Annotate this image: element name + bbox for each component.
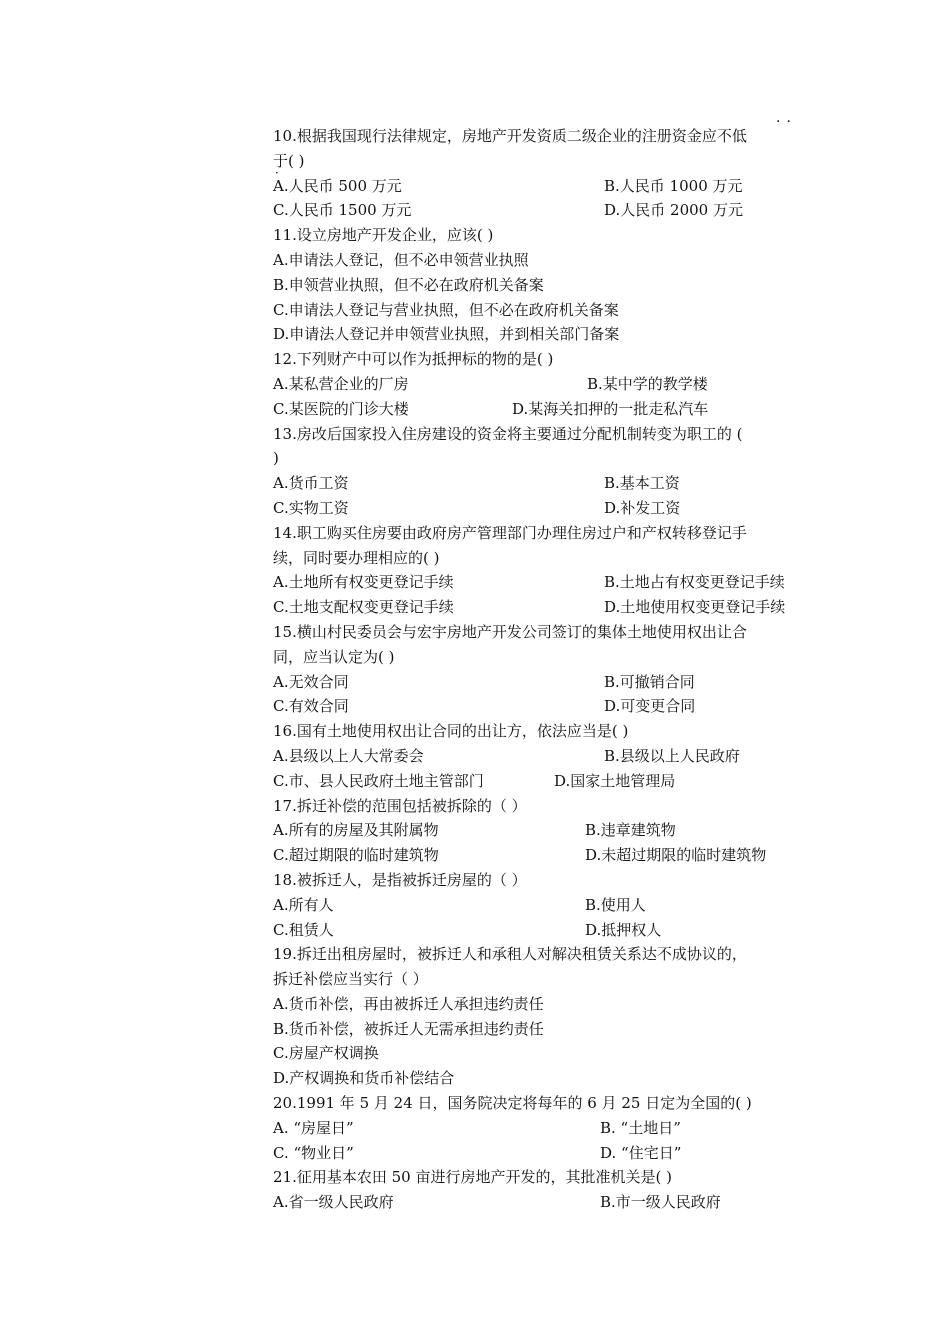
q16-option-b: B.县级以上人民政府 xyxy=(604,746,740,765)
q14-option-c: C.土地支配权变更登记手续 xyxy=(273,598,454,617)
q17-option-b: B.违章建筑物 xyxy=(585,821,676,840)
q17-option-d: D.未超过期限的临时建筑物 xyxy=(585,846,767,865)
q18-option-a: A.所有人 xyxy=(273,895,334,914)
q17-option-a: A.所有的房屋及其附属物 xyxy=(273,821,439,840)
q20-stem: 20.1991 年 5 月 24 日，国务院决定将每年的 6 月 25 日定为全国的( ) xyxy=(273,1094,752,1113)
q10-stem-text: 10.根据我国现行法律规定，房地产开发资质二级企业的注册资金应不低 xyxy=(273,127,747,145)
q18-options-ab xyxy=(273,893,813,918)
q13-options-ab xyxy=(273,471,813,496)
q14-stem-line1: 14.职工购买住房要由政府房产管理部门办理住房过户和产权转移登记手 xyxy=(273,523,747,542)
q10-options-ab xyxy=(273,174,813,199)
q20-options-ab xyxy=(273,1116,813,1141)
q18-options-cd xyxy=(273,918,813,943)
q20-option-d: D. “住宅日” xyxy=(600,1143,682,1162)
q17-options-ab xyxy=(273,818,813,843)
q14-option-d: D.土地使用权变更登记手续 xyxy=(604,598,786,617)
q19-option-d: D.产权调换和货币补偿结合 xyxy=(273,1069,455,1088)
q13-stem-line1: 13.房改后国家投入住房建设的资金将主要通过分配机制转变为职工的 ( xyxy=(273,424,743,443)
q20-options-cd xyxy=(273,1141,813,1166)
q16-options-ab xyxy=(273,744,813,769)
q18-option-d: D.抵押权人 xyxy=(585,920,662,939)
q14-option-a: A.土地所有权变更登记手续 xyxy=(273,573,454,592)
q12-option-a: A.某私营企业的厂房 xyxy=(273,374,409,393)
q13-option-b: B.基本工资 xyxy=(604,474,680,493)
q19-option-a: A.货币补偿，再由被拆迁人承担违约责任 xyxy=(273,994,544,1013)
q19-option-c: C.房屋产权调换 xyxy=(273,1044,379,1063)
q21-option-b: B.市一级人民政府 xyxy=(600,1193,721,1212)
q13-options-cd xyxy=(273,496,813,521)
q15-option-a: A.无效合同 xyxy=(273,672,349,691)
q14-options-ab xyxy=(273,570,813,595)
q20-option-a: A. “房屋日” xyxy=(273,1118,354,1137)
q17-option-c: C.超过期限的临时建筑物 xyxy=(273,846,439,865)
q11-option-a: A.申请法人登记，但不必申领营业执照 xyxy=(273,250,529,269)
q10-option-b: B.人民币 1000 万元 xyxy=(604,176,743,195)
emphasis-dots: ·· xyxy=(776,114,797,130)
q11-stem: 11.设立房地产开发企业，应该( ) xyxy=(273,226,494,245)
q10-option-d: D.人民币 2000 万元 xyxy=(604,201,743,220)
q10-option-a: A.人民币 500 万元 xyxy=(273,176,402,195)
q18-option-b: B.使用人 xyxy=(585,895,646,914)
q14-stem-line2: 续，同时要办理相应的( ) xyxy=(273,548,440,567)
q17-stem: 17.拆迁补偿的范围包括被拆除的（ ） xyxy=(273,796,527,815)
q19-stem-line1: 19.拆迁出租房屋时，被拆迁人和承租人对解决租赁关系达不成协议的， xyxy=(273,945,747,964)
q17-options-cd xyxy=(273,843,813,868)
q14-options-cd xyxy=(273,595,813,620)
q15-option-c: C.有效合同 xyxy=(273,697,349,716)
q18-option-c: C.租赁人 xyxy=(273,920,334,939)
q11-option-b: B.申领营业执照，但不必在政府机关备案 xyxy=(273,275,544,294)
q15-stem-line2: 同，应当认定为( ) xyxy=(273,647,395,666)
q21-stem: 21.征用基本农田 50 亩进行房地产开发的，其批准机关是( ) xyxy=(273,1168,672,1187)
q13-stem-line2: ) xyxy=(273,449,279,468)
q13-option-a: A.货币工资 xyxy=(273,474,349,493)
q14-option-b: B.土地占有权变更登记手续 xyxy=(604,573,785,592)
q15-options-cd xyxy=(273,694,813,719)
q15-options-ab xyxy=(273,670,813,695)
q16-option-a: A.县级以上人大常委会 xyxy=(273,746,424,765)
q12-options-cd xyxy=(273,397,813,422)
q11-option-d: D.申请法人登记并申领营业执照，并到相关部门备案 xyxy=(273,325,620,344)
q15-option-b: B.可撤销合同 xyxy=(604,672,695,691)
q16-stem: 16.国有土地使用权出让合同的出让方，依法应当是( ) xyxy=(273,722,629,741)
q10-stem-text-2: 于( ) xyxy=(273,151,305,170)
q19-stem-line2: 拆迁补偿应当实行（ ） xyxy=(273,970,428,989)
q12-option-b: B.某中学的教学楼 xyxy=(587,374,708,393)
q10-stem-line2 xyxy=(273,149,813,180)
q13-option-c: C.实物工资 xyxy=(273,498,349,517)
q12-stem: 12.下列财产中可以作为抵押标的物的是( ) xyxy=(273,350,554,369)
q12-options-ab xyxy=(273,372,813,397)
q16-option-d: D.国家土地管理局 xyxy=(554,771,676,790)
document-page xyxy=(273,114,813,1215)
q12-option-c: C.某医院的门诊大楼 xyxy=(273,399,409,418)
q21-option-a: A.省一级人民政府 xyxy=(273,1193,394,1212)
q19-option-b: B.货币补偿，被拆迁人无需承担违约责任 xyxy=(273,1019,544,1038)
q20-option-b: B. “土地日” xyxy=(600,1118,681,1137)
emphasis-dot: · xyxy=(275,165,279,180)
q21-options-ab xyxy=(273,1190,813,1215)
q12-option-d: D.某海关扣押的一批走私汽车 xyxy=(512,399,709,418)
q15-stem-line1: 15.横山村民委员会与宏宇房地产开发公司签订的集体土地使用权出让合 xyxy=(273,622,747,641)
q13-option-d: D.补发工资 xyxy=(604,498,681,517)
q10-options-cd xyxy=(273,198,813,223)
q10-stem-line1 xyxy=(273,114,813,149)
q16-options-cd xyxy=(273,769,813,794)
q10-option-c: C.人民币 1500 万元 xyxy=(273,201,412,220)
q20-option-c: C. “物业日” xyxy=(273,1143,354,1162)
q11-option-c: C.申请法人登记与营业执照，但不必在政府机关备案 xyxy=(273,300,619,319)
q16-option-c: C.市、县人民政府土地主管部门 xyxy=(273,771,484,790)
q15-option-d: D.可变更合同 xyxy=(604,697,696,716)
q18-stem: 18.被拆迁人，是指被拆迁房屋的（ ） xyxy=(273,870,527,889)
